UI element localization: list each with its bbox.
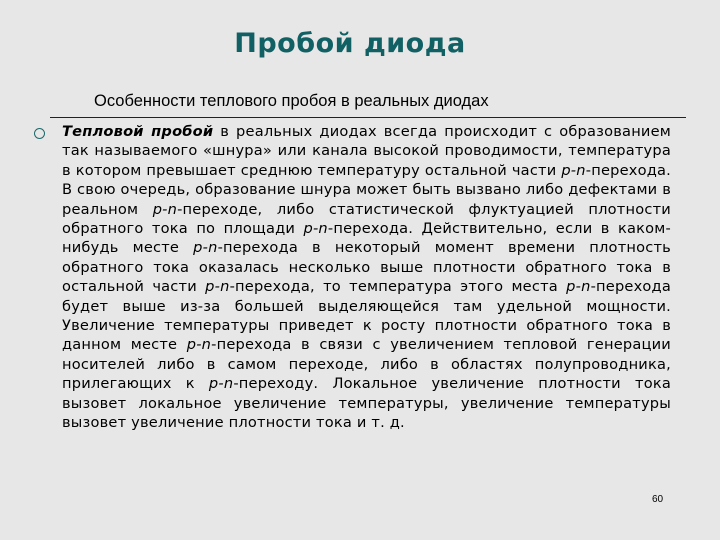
term-heading: Тепловой пробой	[62, 123, 214, 140]
paragraph-segment: -переходу. Локальное увеличение плотности тока вызовет локальное увеличение температуры, увеличение температуры вызовет увеличение плотности тока и т. д.	[62, 375, 671, 432]
pn-junction-term: p-n	[566, 278, 591, 296]
hollow-circle-bullet-icon	[34, 128, 45, 139]
pn-junction-term: p-n	[152, 200, 178, 218]
subtitle-divider	[50, 117, 686, 118]
pn-junction-term: p-n	[205, 278, 230, 296]
paragraph-segment: -перехода, то температура этого места	[229, 278, 567, 296]
paragraph-segment: в реальных диодах всегда происходит с образованием так называемого «шнура» или канала высокой проводимости, температура в котором превышает среднюю температуру остальной части	[62, 123, 672, 179]
paragraph-text	[62, 123, 671, 431]
page-number: 60	[652, 494, 664, 505]
pn-junction-term: p-n	[303, 220, 328, 238]
pn-junction-term: p-n	[186, 336, 212, 354]
slide-subtitle: Особенности теплового пробоя в реальных диодах	[94, 92, 489, 110]
paragraph-segment: -перехода. В свою очередь, образование шнура может быть вызвано либо дефектами в реальном	[62, 161, 671, 218]
slide-title: Пробой диода	[234, 28, 466, 59]
paragraph-segment: -переходе, либо статистической флуктуацией плотности обратного тока по площади	[62, 200, 671, 238]
paragraph-segment: -перехода будет выше из-за большей выделяющейся там удельной мощности. Увеличение температуры приведет к росту плотности обратного тока в данном месте	[62, 278, 671, 354]
paragraph-segment: -перехода в некоторый момент времени плотность обратного тока оказалась несколько выше плотности обратного тока в остальной части	[62, 239, 671, 296]
paragraph-segment: -перехода в связи с увеличением тепловой генерации носителей либо в самом переходе, либо в областях полупроводника, прилегающих к	[62, 336, 671, 393]
pn-junction-term: p-n	[193, 239, 218, 257]
pn-junction-term: p-n	[561, 161, 586, 179]
body-paragraph	[62, 122, 671, 433]
pn-junction-term: p-n	[208, 375, 234, 393]
paragraph-segment: -перехода. Действительно, если в каком-нибудь месте	[62, 220, 671, 257]
